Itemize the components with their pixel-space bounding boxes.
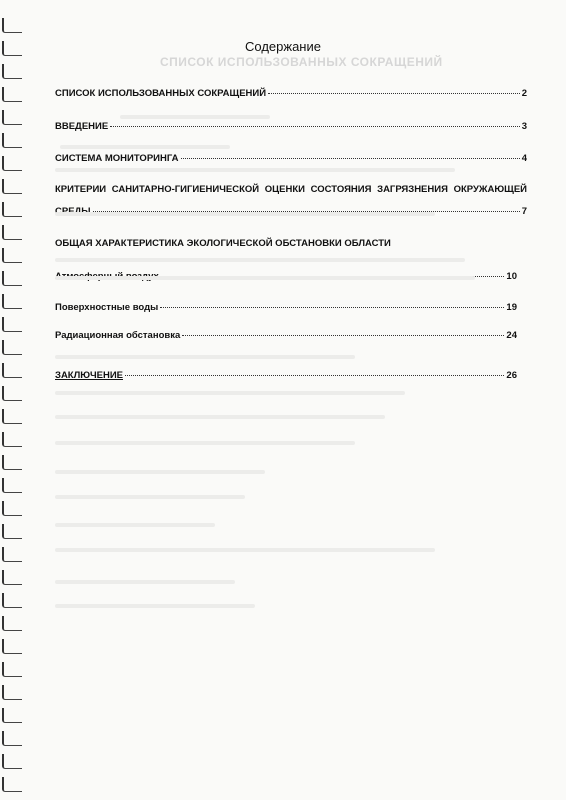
binding-loop [2,570,22,585]
leader-dots [110,126,520,127]
bleed-through-line [55,604,255,608]
bleed-through-line [120,115,270,119]
spiral-binding [0,0,22,800]
binding-loop [2,455,22,470]
toc-page-number: 7 [521,206,527,217]
binding-loop [2,294,22,309]
binding-loop [2,87,22,102]
binding-loop [2,133,22,148]
binding-loop [2,777,22,792]
toc-section-heading-general[interactable]: ОБЩАЯ ХАРАКТЕРИСТИКА ЭКОЛОГИЧЕСКОЙ ОБСТАНОВКИ ОБЛАСТИ [55,238,391,249]
toc-page-number: 19 [506,302,517,313]
binding-loop [2,64,22,79]
toc-entry-conclusion[interactable] [55,370,517,381]
binding-loop [2,363,22,378]
binding-loop [2,616,22,631]
binding-loop [2,478,22,493]
bleed-through-line [55,391,405,395]
binding-loop [2,432,22,447]
toc-page-number: 10 [506,271,517,282]
binding-loop [2,662,22,677]
binding-loop [2,409,22,424]
binding-loop [2,110,22,125]
binding-loop [2,639,22,654]
leader-dots [268,93,520,94]
leader-dots [181,158,520,159]
binding-loop [2,179,22,194]
bleed-through-line [55,470,265,474]
binding-loop [2,754,22,769]
leader-dots [125,375,504,376]
toc-entry-abbreviations[interactable] [55,88,527,99]
binding-loop [2,731,22,746]
toc-label: ВВЕДЕНИЕ [55,121,109,132]
toc-page-number: 2 [521,88,527,99]
binding-loop [2,593,22,608]
binding-loop [2,501,22,516]
toc-page-number: 24 [506,330,517,341]
binding-loop [2,340,22,355]
toc-entry-surface-waters[interactable] [55,302,517,313]
binding-loop [2,18,22,33]
binding-loop [2,547,22,562]
binding-loop [2,386,22,401]
bleed-through-line [55,495,245,499]
leader-dots [160,307,504,308]
binding-loop [2,685,22,700]
binding-loop [2,202,22,217]
toc-page-number: 26 [506,370,517,381]
toc-label: СИСТЕМА МОНИТОРИНГА [55,153,179,164]
binding-loop [2,317,22,332]
bleed-through-line [55,580,235,584]
toc-label: ЗАКЛЮЧЕНИЕ [55,370,123,381]
toc-entry-introduction[interactable] [55,121,527,132]
toc-page-number: 4 [521,153,527,164]
toc-entry-criteria-line1[interactable]: КРИТЕРИИ САНИТАРНО-ГИГИЕНИЧЕСКОЙ ОЦЕНКИ СОСТОЯНИЯ ЗАГРЯЗНЕНИЯ ОКРУЖАЮЩЕЙ [55,184,527,195]
toc-entry-radiation[interactable] [55,330,517,341]
toc-label: Радиационная обстановка [55,330,181,341]
bleed-through-line [55,168,455,172]
binding-loop [2,225,22,240]
page-title: Содержание [245,39,321,54]
bleed-through-line [55,523,215,527]
bleed-through-text: СПИСОК ИСПОЛЬЗОВАННЫХ СОКРАЩЕНИЙ [160,55,443,69]
bleed-through-line [55,258,465,262]
toc-label: СПИСОК ИСПОЛЬЗОВАННЫХ СОКРАЩЕНИЙ [55,88,267,99]
toc-entry-monitoring-system[interactable] [55,153,527,164]
binding-loop [2,156,22,171]
bleed-through-line [55,548,435,552]
leader-dots [182,335,504,336]
binding-loop [2,248,22,263]
toc-page-number: 3 [521,121,527,132]
bleed-through-line [55,212,435,216]
binding-loop [2,708,22,723]
bleed-through-line [55,415,385,419]
toc-label: Поверхностные воды [55,302,159,313]
bleed-through-line [55,355,355,359]
bleed-through-line [55,441,355,445]
binding-loop [2,524,22,539]
binding-loop [2,271,22,286]
bleed-through-line [55,276,475,280]
bleed-through-line [60,145,230,149]
